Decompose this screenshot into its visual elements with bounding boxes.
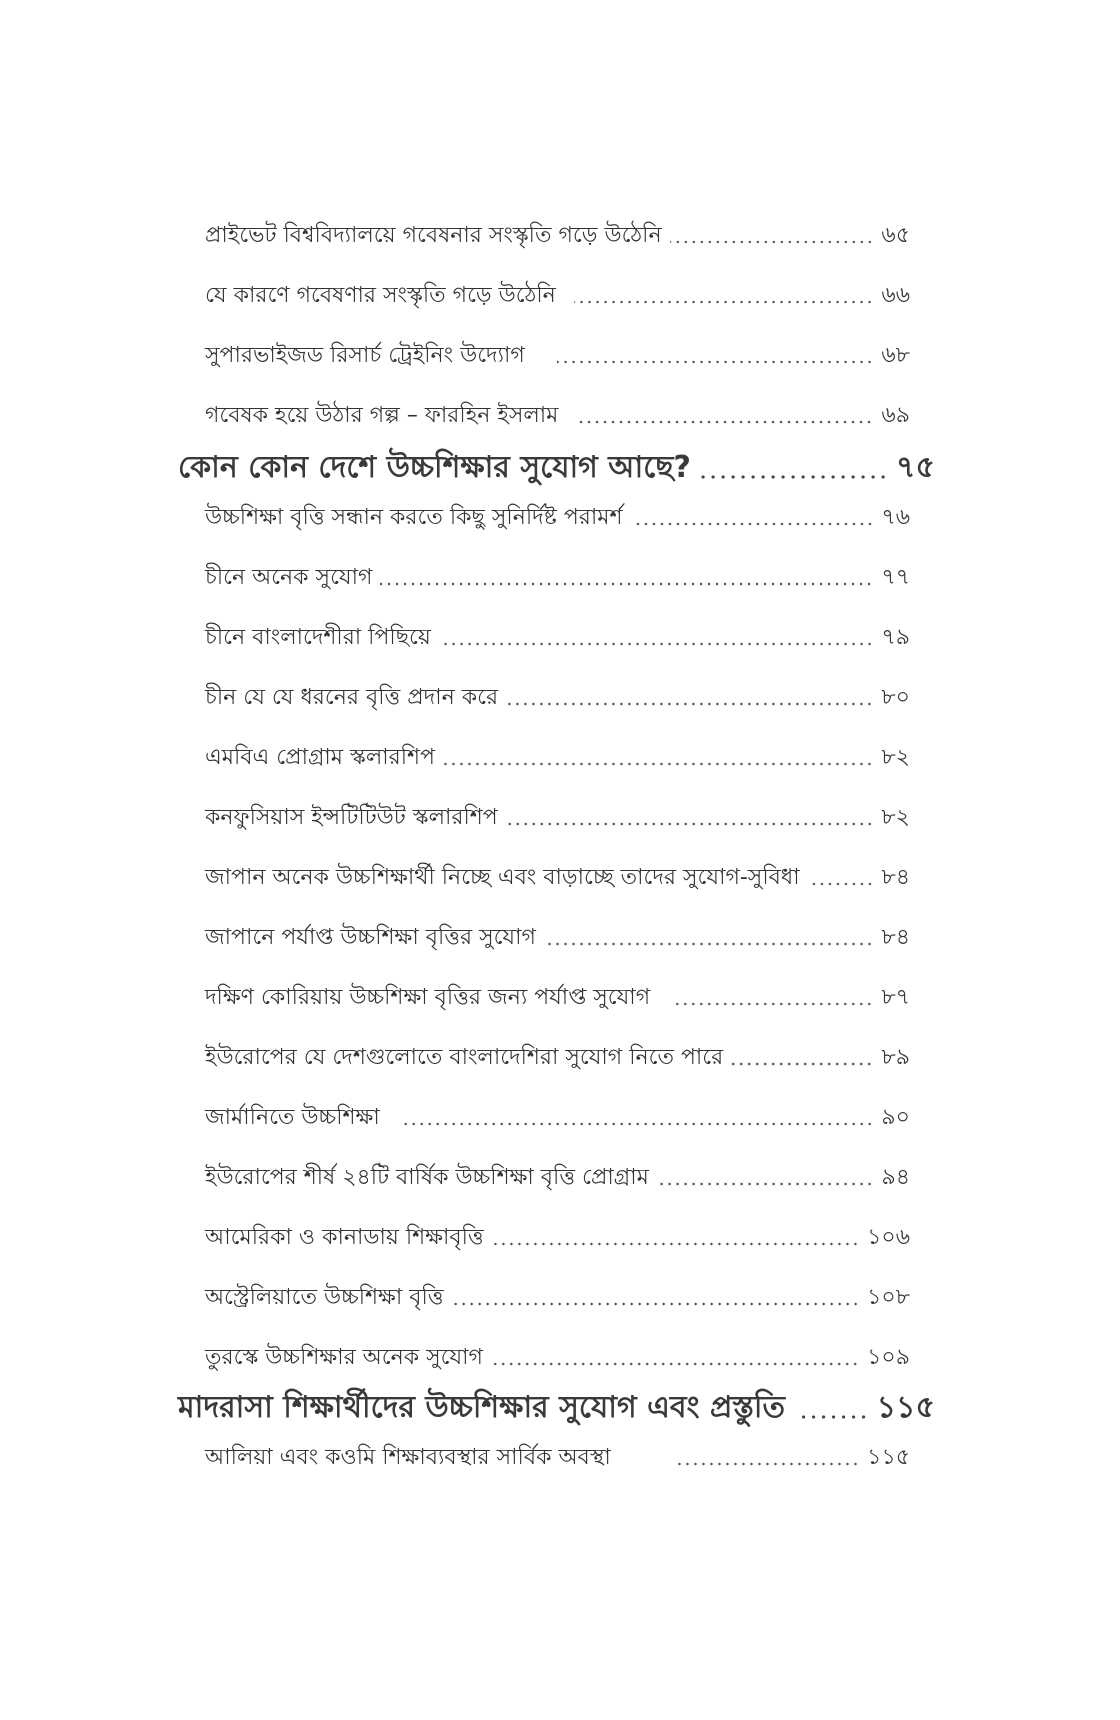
dot-leader — [731, 1059, 873, 1069]
dot-leader — [574, 297, 874, 307]
toc-entry[interactable] — [205, 500, 910, 536]
toc-entry[interactable] — [205, 800, 910, 836]
toc-entry[interactable] — [205, 860, 910, 896]
dot-leader — [544, 939, 874, 949]
toc-entry[interactable] — [205, 1220, 910, 1256]
toc-entry-title: সুপারভাইজড রিসার্চ ট্রেইনিং উদ্যোগ — [205, 342, 525, 368]
toc-entry-title: চীনে বাংলাদেশীরা পিছিয়ে — [205, 624, 431, 650]
toc-entry-page: ৭৬ — [881, 504, 910, 530]
toc-entry[interactable] — [205, 1340, 910, 1376]
toc-entry-title: চীনে অনেক সুযোগ — [205, 564, 373, 590]
toc-entry-page: ৯০ — [881, 1104, 910, 1130]
dot-leader — [557, 357, 874, 367]
toc-entry-page: ৮২ — [881, 744, 910, 770]
toc-entry[interactable] — [205, 1160, 910, 1196]
toc-entry-page: ৯৪ — [881, 1164, 910, 1190]
toc-entry[interactable] — [205, 338, 910, 374]
dot-leader — [676, 999, 873, 1009]
dot-leader — [801, 1411, 869, 1423]
dot-leader — [443, 759, 873, 769]
toc-entry[interactable] — [205, 218, 910, 254]
toc-chapter-heading[interactable] — [178, 446, 935, 490]
toc-entry-title: জাপানে পর্যাপ্ত উচ্চশিক্ষা বৃত্তির সুযোগ — [205, 924, 536, 950]
toc-entry-title: দক্ষিণ কোরিয়ায় উচ্চশিক্ষা বৃত্তির জন্য পর্যাপ্ত সুযোগ — [205, 984, 651, 1010]
toc-entry-page: ১০৯ — [867, 1344, 910, 1370]
dot-leader — [452, 1299, 860, 1309]
toc-entry[interactable] — [205, 560, 910, 596]
dot-leader — [439, 639, 874, 649]
toc-entry-title: জাপান অনেক উচ্চশিক্ষার্থী নিচ্ছে এবং বাড়াচ্ছে তাদের সুযোগ-সুবিধা — [205, 864, 800, 890]
toc-entry-page: ৬৫ — [881, 222, 910, 248]
toc-entry-page: ১০৮ — [867, 1284, 910, 1310]
dot-leader — [631, 519, 874, 529]
toc-entry-title: ইউরোপের শীর্ষ ২৪টি বার্ষিক উচ্চশিক্ষা বৃত্তি প্রোগ্রাম — [205, 1164, 649, 1190]
toc-entry-title: আমেরিকা ও কানাডায় শিক্ষাবৃত্তি — [205, 1224, 484, 1250]
toc-entry[interactable] — [205, 1440, 910, 1476]
dot-leader — [670, 237, 874, 247]
toc-entry-title: তুরস্কে উচ্চশিক্ষার অনেক সুযোগ — [205, 1344, 483, 1370]
toc-entry-title: কনফুসিয়াস ইন্সটিটিউট স্কলারশিপ — [205, 804, 498, 830]
toc-entry[interactable] — [205, 740, 910, 776]
toc-entry-page: ৬৬ — [881, 282, 910, 308]
toc-entry[interactable] — [205, 278, 910, 314]
toc-entry[interactable] — [205, 920, 910, 956]
dot-leader — [491, 1359, 859, 1369]
toc-entry[interactable] — [205, 1100, 910, 1136]
toc-entry-title: ইউরোপের যে দেশগুলোতে বাংলাদেশিরা সুযোগ নিতে পারে — [205, 1044, 724, 1070]
toc-chapter-title: মাদরাসা শিক্ষার্থীদের উচ্চশিক্ষার সুযোগ এবং প্রস্তুতি — [178, 1389, 786, 1425]
toc-entry-title: চীন যে যে ধরনের বৃত্তি প্রদান করে — [205, 684, 499, 710]
dot-leader — [404, 1119, 874, 1129]
toc-entry-title: প্রাইভেট বিশ্ববিদ্যালয়ে গবেষনার সংস্কৃতি গড়ে উঠেনি — [205, 222, 662, 248]
toc-entry-page: ৮৯ — [881, 1044, 910, 1070]
toc-entry-title: যে কারণে গবেষণার সংস্কৃতি গড়ে উঠেনি — [205, 282, 556, 308]
dot-leader — [380, 579, 873, 589]
toc-chapter-page: ১১৫ — [876, 1389, 935, 1425]
toc-entry-page: ৬৮ — [881, 342, 910, 368]
toc-chapter-title: কোন কোন দেশে উচ্চশিক্ষার সুযোগ আছে? — [178, 449, 691, 485]
toc-entry[interactable] — [205, 980, 910, 1016]
toc-chapter-page: ৭৫ — [896, 449, 935, 485]
toc-entry-page: ৮০ — [881, 684, 910, 710]
toc-entry-title: এমবিএ প্রোগ্রাম স্কলারশিপ — [205, 744, 435, 770]
dot-leader — [506, 699, 873, 709]
toc-entry-page: ৮৭ — [881, 984, 910, 1010]
toc-entry[interactable] — [205, 1040, 910, 1076]
toc-entry-title: জার্মানিতে উচ্চশিক্ষা — [205, 1104, 380, 1130]
toc-entry-page: ৮৪ — [881, 864, 910, 890]
toc-entry-page: ৮২ — [881, 804, 910, 830]
dot-leader — [492, 1239, 859, 1249]
toc-entry-page: ১০৬ — [867, 1224, 910, 1250]
toc-entry-title: উচ্চশিক্ষা বৃত্তি সন্ধান করতে কিছু সুনির্দিষ্ট পরামর্শ — [205, 504, 623, 530]
dot-leader — [657, 1179, 874, 1189]
dot-leader — [506, 819, 874, 829]
toc-entry-page: ৭৭ — [881, 564, 910, 590]
toc-entry[interactable] — [205, 1280, 910, 1316]
toc-entry-title: আলিয়া এবং কওমি শিক্ষাব্যবস্থার সার্বিক অবস্থা — [205, 1444, 611, 1470]
toc-entry-title: গবেষক হয়ে উঠার গল্প – ফারহিন ইসলাম — [205, 402, 559, 428]
toc-entry-page: ১১৫ — [867, 1444, 910, 1470]
toc-chapter-heading[interactable] — [178, 1386, 935, 1430]
toc-entry[interactable] — [205, 620, 910, 656]
toc-entry[interactable] — [205, 680, 910, 716]
toc-entry[interactable] — [205, 398, 910, 434]
dot-leader — [699, 471, 888, 483]
toc-entry-page: ৬৯ — [881, 402, 910, 428]
toc-entry-title: অস্ট্রেলিয়াতে উচ্চশিক্ষা বৃত্তি — [205, 1284, 444, 1310]
dot-leader — [673, 1459, 859, 1469]
dot-leader — [808, 879, 874, 889]
toc-entry-page: ৭৯ — [881, 624, 910, 650]
toc-entry-page: ৮৪ — [881, 924, 910, 950]
dot-leader — [578, 417, 873, 427]
